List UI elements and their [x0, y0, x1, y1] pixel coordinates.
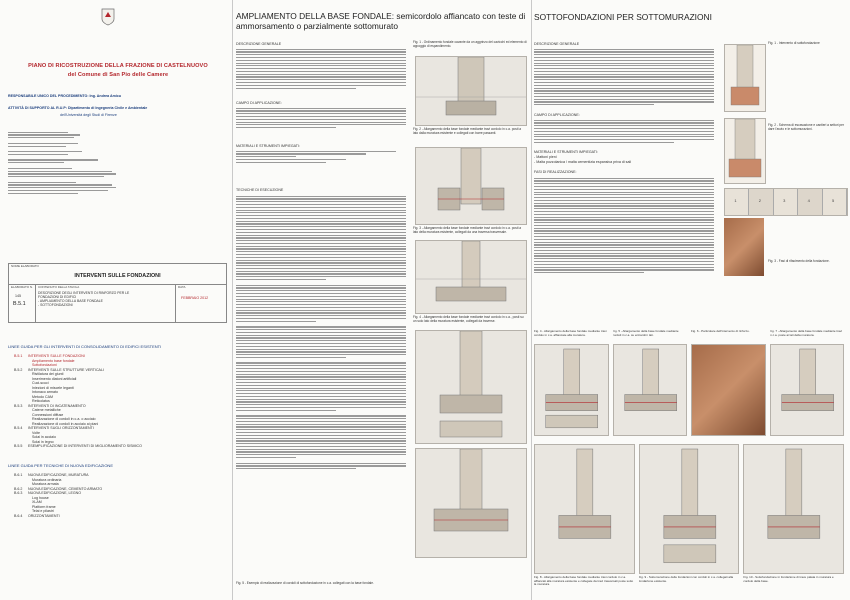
- index-label: Solai in legno: [32, 439, 54, 444]
- sequence-step-label: 3: [783, 198, 786, 203]
- sequence-step: [823, 189, 847, 215]
- index-code: B.5.3: [14, 403, 23, 408]
- contenuto: DESCRIZIONE DEGLI INTERVENTI DI RINFORZO PER LE FONDAZIONI DI EDIFICI - AMPLIAMENTO DELLA BASE FONDALE - SOTTOFONDAZIONI: [38, 291, 130, 307]
- tecniche-text: [236, 194, 406, 471]
- right-mat-2: - Malta pozzolanica / malta cementizia espansiva priva di sali: [534, 160, 632, 164]
- sequence-step: [749, 189, 773, 215]
- index-label: Intonaco armato: [32, 390, 58, 394]
- right-campo-heading: CAMPO DI APPLICAZIONE:: [534, 113, 580, 117]
- right-row-figure: [691, 330, 766, 438]
- right-row-figure-drawing: [691, 344, 766, 436]
- right-bottom-figure-drawing: [639, 444, 740, 574]
- mid-fig1-caption: Fig. 1 - Ordinamento fondale cavante da un aggrinzo del cavicchi ed elemento di appoggio di espandimento.: [413, 40, 527, 48]
- mid-fig4-drawing: [415, 330, 527, 444]
- right-descrizione-text: [534, 47, 714, 107]
- right-bottom-figure: [639, 444, 740, 594]
- mid-fig4-caption: Fig. 4 - Allargamento della base fondale mediante travi cordolo in c.a., posti su un solo lato della muratura esistente, collegati da traverse.: [413, 315, 524, 323]
- index-label: Ampliamento base fondale: [32, 358, 75, 363]
- staff-list: [8, 130, 118, 196]
- left-column: [0, 0, 232, 600]
- index-label: Volte: [32, 430, 40, 435]
- right-row-figure-caption: Fig. 5 - Allargamento della base fondale mediante cordoli in c.a. su entrambi i lati.: [612, 330, 679, 337]
- index-consolidamento: [14, 354, 224, 449]
- main-title: PIANO DI RICOSTRUZIONE DELLA FRAZIONE DI CASTELNUOVO: [28, 63, 208, 69]
- index-label: XLAM: [32, 500, 42, 504]
- right-fasi-text: [534, 176, 714, 275]
- right-bottom-figure: [534, 444, 635, 594]
- attivita-supporto: ATTIVITÀ DI SUPPORTO AL R.U.P: Dipartimento di Ingegneria Civile e Ambientale: [8, 106, 148, 110]
- index-label: Realizzazione di cordoli in c.a. o acciaio: [32, 417, 96, 421]
- tecniche-heading: TECNICHE DI ESECUZIONE: [236, 188, 284, 192]
- right-bottom-figure-caption: Fig. 8 - Allargamento della base fondale mediante travi cordolo in c.a. affiancati alla muratura esistente e collegate da travi trasversali poste sotto la muratura.: [534, 576, 634, 587]
- right-bottom-figure: [743, 444, 844, 594]
- mid-fig1-drawing: [415, 56, 527, 126]
- index-code: B.6.1: [14, 473, 23, 477]
- index-item: [14, 444, 224, 449]
- right-row-figure: [534, 330, 609, 438]
- right-campo-text: [534, 118, 714, 145]
- right-row-figure-caption: Fig. 4 - Allargamento della base fondale mediante travi cordolo in c.a. affiancate alla muratura.: [534, 330, 607, 337]
- index-label: ORIZZONTAMENTI: [28, 513, 60, 518]
- index-label: INTERVENTI SULLE FONDAZIONI: [28, 354, 85, 358]
- sub-title: del Comune di San Pio delle Camere: [67, 72, 169, 78]
- index-code: B.6.3: [14, 491, 23, 495]
- elaborato-label: ELABORATO N.: [11, 285, 33, 289]
- index-label: Realizzazione di cordoli in acciaio ai piani: [32, 421, 99, 426]
- right-fig3-caption: Fig. 3 - Fasi di rifacimento della fondazione.: [768, 259, 830, 263]
- index-label: NUOVA EDIFICAZIONE, LEGNO: [28, 491, 82, 495]
- index-label: Cuci-scuci: [32, 381, 49, 385]
- materiali-heading: MATERIALI E STRUMENTI IMPIEGATI:: [236, 144, 300, 148]
- middle-title: AMPLIAMENTO DELLA BASE FONDALE: semicordolo affiancato con teste di ammorsamento o parzialmente sottomurato: [236, 11, 526, 31]
- index-label: Reticolatus: [32, 399, 50, 403]
- right-fasi-heading: FASI DI REALIZZAZIONE:: [534, 170, 577, 174]
- materiali-text: [236, 149, 406, 165]
- right-fig2-drawing: [724, 118, 766, 184]
- sequence-diagram: [724, 188, 848, 216]
- right-row-figure-drawing: [613, 344, 688, 436]
- index-code: B.5.4: [14, 426, 23, 430]
- index-code: B.5.1: [14, 354, 23, 358]
- right-row-figure: [613, 330, 688, 438]
- data-label: DATA: [178, 285, 186, 289]
- sequence-step-label: 5: [831, 198, 835, 203]
- index-label: INTERVENTI SUGLI ORIZZONTAMENTI: [28, 426, 94, 430]
- index-label: ESEMPLIFICAZIONE DI INTERVENTI DI MIGLIORAMENTO SISMICO: [28, 444, 142, 448]
- index-label: Muratura ordinaria: [32, 477, 62, 482]
- right-fig2-caption: Fig. 2 - Schema di escavazione e cantieri a settori per dare l'avvio e le sottomurazioni.: [768, 123, 845, 131]
- right-row-figure-caption: Fig. 7 - Allargamento della base fondale mediante travi in c.a. poste ai lati della muratura.: [769, 330, 843, 337]
- sequence-step-label: 1: [734, 198, 737, 203]
- index-label: Muratura armata: [32, 482, 59, 486]
- middle-column: [233, 0, 531, 600]
- right-descrizione-heading: DESCRIZIONE GENERALE: [534, 42, 580, 46]
- index-label: NUOVA EDIFICAZIONE, CEMENTO ARMATO: [28, 486, 103, 491]
- descrizione-heading: DESCRIZIONE GENERALE: [236, 42, 282, 46]
- university-logo: [100, 8, 116, 26]
- nome-elaborato: INTERVENTI SULLE FONDAZIONI: [74, 273, 161, 279]
- sequence-step: [774, 189, 798, 215]
- index-code: B.5.5: [14, 444, 23, 448]
- index-code: B.6.4: [14, 513, 23, 518]
- index-label: Connessioni diffuse: [32, 412, 64, 417]
- mid-fig5-caption: Fig. 5 - Esempio di realizzazione di cordoli di sottofondazione in c.a. collegati con la base fondale.: [236, 581, 374, 585]
- sequence-step-label: 2: [758, 198, 761, 203]
- campo-text: [236, 106, 406, 130]
- right-row-figure: [770, 330, 845, 438]
- right-row-figure-drawing: [534, 344, 609, 436]
- right-bottom-figure-drawing: [743, 444, 844, 574]
- mid-fig2-caption: Fig. 2 - Allargamento della base fondale mediante travi cordolo in c.a. posti a lato dalla muratura esistente e collegati con barre passanti.: [413, 127, 522, 135]
- index-label: Platform frame: [32, 504, 56, 509]
- index-nuova-edificazione: [14, 473, 224, 518]
- index-label: Solai in acciaio: [32, 435, 56, 439]
- right-photo-1: [724, 218, 764, 276]
- index-label: Telai e pilastri: [32, 509, 54, 513]
- data-value: FEBBRAIO 2012: [181, 296, 209, 300]
- mid-fig2-drawing: [415, 147, 527, 225]
- right-mat-1: - Mattoni pieni: [534, 155, 557, 159]
- right-column: [532, 0, 850, 600]
- right-title: SOTTOFONDAZIONI PER SOTTOMURAZIONI: [534, 12, 712, 22]
- nome-elaborato-label: NOME ELABORATO: [11, 264, 39, 268]
- right-bottom-figure-caption: Fig. 9 - Sottomurazione delle fondazioni con cordoli in c.a. collegati alla fondazione esistente.: [638, 576, 734, 583]
- index-code: B.6.2: [14, 486, 23, 491]
- responsabile: RESPONSABILE UNICO DEL PROCEDIMENTO: Ing. Andrea Amicu: [8, 94, 122, 98]
- index-item: [14, 514, 224, 519]
- index-label: NUOVA EDIFICAZIONE, MURATURA: [28, 473, 89, 477]
- right-row-figure-caption: Fig. 6 - Particolare dell'intervento di rinforzo.: [691, 330, 750, 333]
- sequence-step: [725, 189, 749, 215]
- index-label: Ristilatura dei giunti: [32, 372, 64, 376]
- right-bottom-figure-caption: Fig. 10 - Sottofondazione in fondazione di trave palata in muratura e cordolo della base.: [743, 576, 834, 583]
- mid-fig3-caption: Fig. 3 - Allargamento della base fondale mediante travi cordolo in c.a. posti a lato della muratura esistente, collegati da una traversa trasversale.: [413, 226, 522, 234]
- sequence-step-label: 4: [807, 198, 810, 203]
- campo-heading: CAMPO DI APPLICAZIONE:: [236, 101, 282, 105]
- elaborato-num: 145: [15, 294, 21, 298]
- linee-guida-consolidamento-title: LINEE GUIDA PER GLI INTERVENTI DI CONSOLIDAMENTO DI EDIFICI ESISTENTI: [8, 344, 162, 349]
- right-fig1-drawing: [724, 44, 766, 112]
- right-fig1-caption: Fig. 1 - Intervento di sottofondazione: [768, 41, 820, 45]
- index-label: Metodo CAM: [32, 394, 53, 399]
- index-label: Sottofondazioni: [32, 363, 57, 367]
- right-figure-bottom-row: [534, 444, 848, 594]
- right-row-figure-drawing: [770, 344, 845, 436]
- mid-fig5-drawing: [415, 448, 527, 558]
- right-bottom-figure-drawing: [534, 444, 635, 574]
- index-label: Iniezioni di miscele leganti: [32, 385, 74, 390]
- index-label: INTERVENTI DI INCATENAMENTO: [28, 403, 86, 408]
- mid-fig3-drawing: [415, 240, 527, 314]
- descrizione-text: [236, 47, 406, 90]
- contenuto-label: CONTENUTO DELLA TAVOLA: [38, 285, 80, 289]
- title-block: [8, 263, 227, 323]
- index-label: Log house: [32, 495, 49, 500]
- right-figure-row: [534, 330, 848, 438]
- linee-guida-nuova-edificazione-title: LINEE GUIDA PER TECNICHE DI NUOVA EDIFICAZIONE: [8, 463, 113, 468]
- right-materiali-heading: MATERIALI E STRUMENTI IMPIEGATI:: [534, 150, 598, 154]
- sequence-step: [798, 189, 822, 215]
- index-label: Catene metalliche: [32, 408, 61, 412]
- elaborato-code: B.5.1: [13, 301, 26, 307]
- index-label: INTERVENTI SULLE STRUTTURE VERTICALI: [28, 367, 104, 372]
- universita: dell'Università degli Studi di Firenze: [60, 113, 117, 117]
- index-code: B.5.2: [14, 367, 23, 372]
- index-label: Inserimento diatoni artificiali: [32, 376, 77, 381]
